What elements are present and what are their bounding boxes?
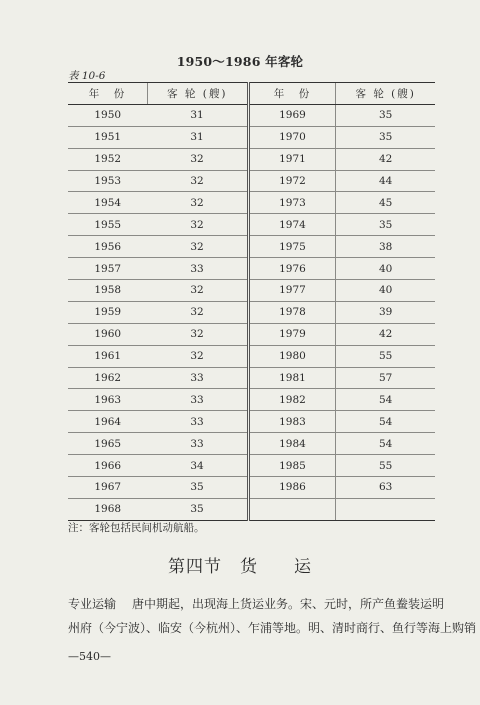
cell-ships-right: 40	[336, 258, 435, 280]
table-row	[68, 258, 435, 280]
cell-ships-right: 39	[336, 301, 435, 323]
cell-ships-right: 57	[336, 367, 435, 389]
table-row	[68, 126, 435, 148]
cell-year-right: 1980	[248, 345, 336, 367]
cell-year-right: 1982	[248, 389, 336, 411]
cell-ships-right: 45	[336, 192, 435, 214]
cell-year-right: 1969	[248, 104, 336, 126]
cell-ships-right: 54	[336, 389, 435, 411]
header-year-left: 年 份	[68, 83, 147, 105]
cell-ships-left: 35	[147, 477, 248, 499]
cell-year-left: 1962	[68, 367, 147, 389]
cell-ships-left: 32	[147, 148, 248, 170]
cell-year-right: 1985	[248, 455, 336, 477]
cell-year-right: 1973	[248, 192, 336, 214]
page-number: —540—	[68, 650, 111, 663]
cell-year-left: 1959	[68, 301, 147, 323]
cell-ships-left: 33	[147, 433, 248, 455]
cell-ships-right: 42	[336, 148, 435, 170]
table-row	[68, 104, 435, 126]
cell-year-left: 1961	[68, 345, 147, 367]
cell-ships-left: 33	[147, 411, 248, 433]
cell-ships-right: 35	[336, 214, 435, 236]
cell-ships-right: 54	[336, 411, 435, 433]
cell-ships-left: 34	[147, 455, 248, 477]
cell-ships-left: 32	[147, 170, 248, 192]
table-row	[68, 411, 435, 433]
cell-year-right: 1972	[248, 170, 336, 192]
table-row	[68, 389, 435, 411]
cell-ships-left: 32	[147, 192, 248, 214]
cell-year-right: 1978	[248, 301, 336, 323]
table-row	[68, 214, 435, 236]
paragraph-line-1	[68, 592, 445, 616]
table-row	[68, 433, 435, 455]
cell-year-left: 1956	[68, 236, 147, 258]
passenger-ship-table	[68, 82, 435, 521]
cell-ships-left: 32	[147, 214, 248, 236]
cell-ships-right: 42	[336, 323, 435, 345]
cell-year-left: 1950	[68, 104, 147, 126]
table-number: 表 10-6	[68, 70, 106, 82]
cell-year-right: 1986	[248, 477, 336, 499]
cell-ships-right: 38	[336, 236, 435, 258]
cell-ships-right: 54	[336, 433, 435, 455]
cell-year-left: 1952	[68, 148, 147, 170]
table-title: 1950～1986 年客轮	[176, 54, 304, 69]
cell-ships-right: 40	[336, 280, 435, 302]
cell-year-left: 1957	[68, 258, 147, 280]
table-row	[68, 170, 435, 192]
cell-year-left: 1953	[68, 170, 147, 192]
cell-year-left: 1965	[68, 433, 147, 455]
header-ships-left: 客 轮 (艘)	[147, 83, 248, 105]
table-row	[68, 477, 435, 499]
paragraph-text-1: 唐中期起，出现海上货运业务。宋、元时，所产鱼鲞装运明	[132, 597, 445, 611]
cell-year-right: 1977	[248, 280, 336, 302]
cell-year-right: 1974	[248, 214, 336, 236]
cell-ships-right: 35	[336, 126, 435, 148]
cell-ships-right: 35	[336, 104, 435, 126]
table-row	[68, 192, 435, 214]
cell-ships-left: 32	[147, 323, 248, 345]
paragraph-lead: 专业运输	[68, 597, 117, 611]
cell-year-left: 1966	[68, 455, 147, 477]
cell-year-left: 1955	[68, 214, 147, 236]
cell-ships-right: 44	[336, 170, 435, 192]
cell-year-right: 1979	[248, 323, 336, 345]
cell-ships-right: 55	[336, 455, 435, 477]
cell-ships-left: 32	[147, 236, 248, 258]
cell-ships-left: 33	[147, 258, 248, 280]
cell-year-right: 1970	[248, 126, 336, 148]
cell-ships-left: 33	[147, 389, 248, 411]
cell-ships-left: 35	[147, 498, 248, 520]
header-year-right: 年 份	[248, 83, 336, 105]
cell-year-left: 1958	[68, 280, 147, 302]
table-row	[68, 498, 435, 520]
cell-year-left: 1963	[68, 389, 147, 411]
table-row	[68, 280, 435, 302]
cell-year-left: 1964	[68, 411, 147, 433]
cell-year-right: 1983	[248, 411, 336, 433]
cell-ships-left: 32	[147, 280, 248, 302]
cell-year-right: 1981	[248, 367, 336, 389]
cell-ships-right	[336, 498, 435, 520]
cell-ships-right: 63	[336, 477, 435, 499]
cell-year-left: 1960	[68, 323, 147, 345]
cell-ships-right: 55	[336, 345, 435, 367]
cell-ships-left: 32	[147, 345, 248, 367]
cell-year-left: 1954	[68, 192, 147, 214]
paragraph-line-2: 州府（今宁波）、临安（今杭州）、乍浦等地。明、清时商行、鱼行等海上购销	[68, 621, 477, 635]
table-row	[68, 148, 435, 170]
table-row	[68, 301, 435, 323]
table-row	[68, 367, 435, 389]
section-title: 第四节 货 运	[168, 557, 312, 577]
cell-year-right: 1975	[248, 236, 336, 258]
cell-year-right: 1971	[248, 148, 336, 170]
cell-ships-left: 31	[147, 104, 248, 126]
cell-year-left: 1968	[68, 498, 147, 520]
cell-year-left: 1967	[68, 477, 147, 499]
cell-year-right: 1984	[248, 433, 336, 455]
header-ships-right: 客 轮 (艘)	[336, 83, 435, 105]
table-row	[68, 323, 435, 345]
cell-year-right	[248, 498, 336, 520]
table-header-row	[68, 83, 435, 105]
cell-ships-left: 31	[147, 126, 248, 148]
table-note: 注：客轮包括民间机动航船。	[68, 522, 205, 534]
cell-ships-left: 33	[147, 367, 248, 389]
table-row	[68, 455, 435, 477]
cell-year-left: 1951	[68, 126, 147, 148]
table-row	[68, 345, 435, 367]
cell-ships-left: 32	[147, 301, 248, 323]
table-row	[68, 236, 435, 258]
cell-year-right: 1976	[248, 258, 336, 280]
